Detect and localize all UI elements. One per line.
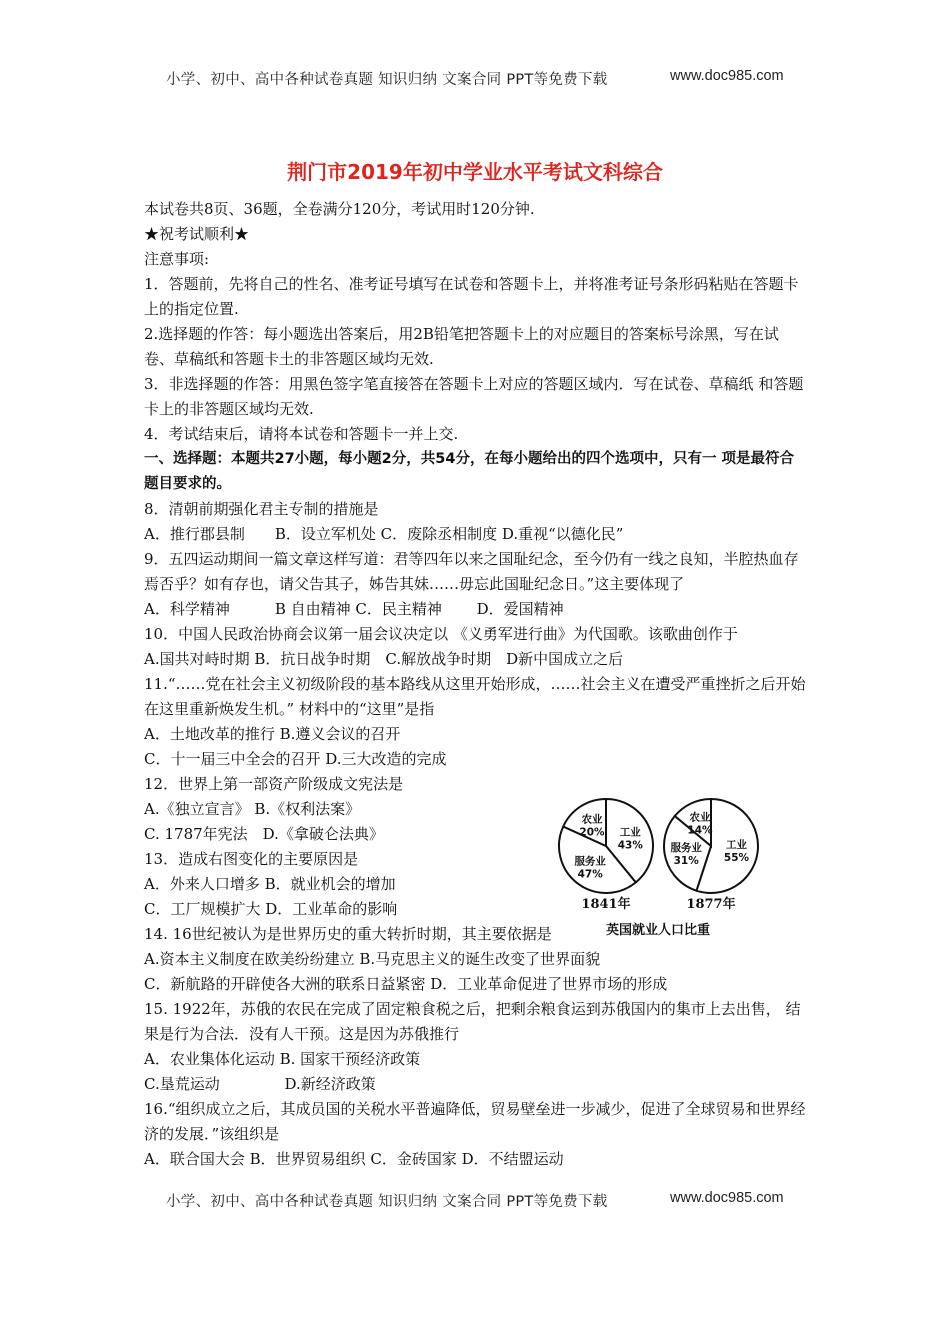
question-stem: 15. 1922年，苏俄的农民在完成了固定粮食税之后，把剩余粮食运到苏俄国内的集市上去出售， 结果是行为合法．没有人干预。这是因为苏俄推行 xyxy=(144,1000,801,1043)
slice-value-label: 14% xyxy=(687,824,713,837)
slice-label: 服务业 xyxy=(670,842,702,855)
slice-label: 农业 xyxy=(581,813,603,826)
question-options: C.垦荒运动 D.新经济政策 xyxy=(144,1075,376,1093)
question-stem: 11.“……党在社会主义初级阶段的基本路线从这里开始形成，……社会主义在遭受严重挫折之后开始在这里重新焕发生机。” 材料中的“这里”是指 xyxy=(144,675,806,718)
question-options: C．新航路的开辟使各大洲的联系日益紧密 D．工业革命促进了世界市场的形成 xyxy=(144,975,668,993)
question-options: C．十一届三中全会的召开 D.三大改造的完成 xyxy=(144,750,447,768)
slice-value-label: 20% xyxy=(579,826,605,839)
exam-body xyxy=(144,197,808,1172)
slice-value-label: 43% xyxy=(617,839,643,852)
header-text: 小学、初中、高中各种试卷真题 知识归纳 文案合同 PPT等免费下载 xyxy=(166,72,608,88)
question-options: A.资本主义制度在欧美纷纷建立 B.马克思主义的诞生改变了世界面貌 xyxy=(144,950,601,968)
year-label: 1841年 xyxy=(581,897,631,912)
notice-item: 2.选择题的作答：每小题选出答案后，用2B铅笔把答题卡上的对应题目的答案标号涂黑，写在试卷、草稿纸和答题卡土的非答题区域均无效. xyxy=(144,325,779,368)
slice-value-label: 47% xyxy=(577,868,603,881)
slice-label: 农业 xyxy=(689,811,711,824)
slice-value-label: 31% xyxy=(673,855,699,868)
question-options: A．科学精神 B 自由精神 C．民主精神 D．爱国精神 xyxy=(144,600,564,618)
year-label: 1877年 xyxy=(686,897,736,912)
question-options: C. 1787年宪法 D.《拿破仑法典》 xyxy=(144,825,384,843)
slice-label: 工业 xyxy=(619,826,641,839)
header-url[interactable]: www.doc985.com xyxy=(670,68,784,84)
question-stem: 13．造成右图变化的主要原因是 xyxy=(144,850,359,868)
question-options: C．工厂规模扩大 D．工业革命的影响 xyxy=(144,900,398,918)
question-options: A．联合国大会 B．世界贸易组织 C．金砖国家 D．不结盟运动 xyxy=(144,1150,564,1168)
notice-item: 1．答题前，先将自己的性名、准考证号填写在试卷和答题卡上，并将准考证号条形码粘贴在答题卡上的指定位置. xyxy=(144,275,799,318)
question-stem: 9．五四运动期间一篇文章这样写道：君等四年以来之国耻纪念，至今仍有一线之良知，半腔热血存焉否乎？如有存也，请父告其子，姊告其妹……毋忘此国耻纪念日。”这主要体现了 xyxy=(144,550,799,593)
question-options: A．外来人口增多 B．就业机会的增加 xyxy=(144,875,396,893)
notice-heading: 注意事项: xyxy=(144,250,210,268)
question-stem: 12．世界上第一部资产阶级成文宪法是 xyxy=(144,775,404,793)
exam-wish: ★祝考试顺利★ xyxy=(144,225,250,243)
question-options: A．推行郡县制 B．设立军机处 C．废除丞相制度 D.重视“以德化民” xyxy=(144,525,624,543)
question-stem: 14. 16世纪被认为是世界历史的重大转折时期，其主要依据是 xyxy=(144,925,552,943)
exam-summary: 本试卷共8页、36题，全卷满分120分，考试用时120分钟. xyxy=(144,200,535,218)
question-options: A.《独立宣言》 B.《权利法案》 xyxy=(144,800,361,818)
notice-item: 4．考试结束后，请将本试卷和答题卡一并上交. xyxy=(144,425,459,443)
pie-chart-svg xyxy=(548,786,778,941)
notice-item: 3．非选择题的作答：用黑色签字笔直接答在答题卡上对应的答题区域内．写在试卷、草稿纸 和答题卡上的非答题区域均无效. xyxy=(144,375,804,418)
section-heading: 一、选择题：本题共27小题，每小题2分，共54分，在每小题给出的四个选项中，只有一 项是最符合题目要求的。 xyxy=(144,451,794,492)
page-title: 荆门市2019年初中学业水平考试文科综合 xyxy=(287,160,663,184)
employment-pie-charts xyxy=(548,786,778,941)
question-stem: 16.“组织成立之后，其成员国的关税水平普遍降低，贸易壁垒进一步减少，促进了全球贸易和世界经济的发展．”该组织是 xyxy=(144,1100,806,1143)
question-options: A．土地改革的推行 B.遵义会议的召开 xyxy=(144,725,401,743)
question-stem: 8．清朝前期强化君主专制的措施是 xyxy=(144,500,379,518)
chart-title: 英国就业人口比重 xyxy=(605,923,711,938)
slice-label: 服务业 xyxy=(574,855,606,868)
footer-url[interactable]: www.doc985.com xyxy=(670,1190,784,1206)
slice-value-label: 55% xyxy=(723,852,750,864)
question-stem: 10．中国人民政治协商会议第一届会议决定以 《义勇军进行曲》为代国歌。该歌曲创作于 xyxy=(144,625,738,643)
question-options: A.国共对峙时期 B．抗日战争时期 C.解放战争时期 D新中国成立之后 xyxy=(144,650,624,668)
question-options: A．农业集体化运动 B. 国家干预经济政策 xyxy=(144,1050,421,1068)
footer-text: 小学、初中、高中各种试卷真题 知识归纳 文案合同 PPT等免费下载 xyxy=(166,1194,608,1210)
slice-label: 工业 xyxy=(726,839,747,851)
